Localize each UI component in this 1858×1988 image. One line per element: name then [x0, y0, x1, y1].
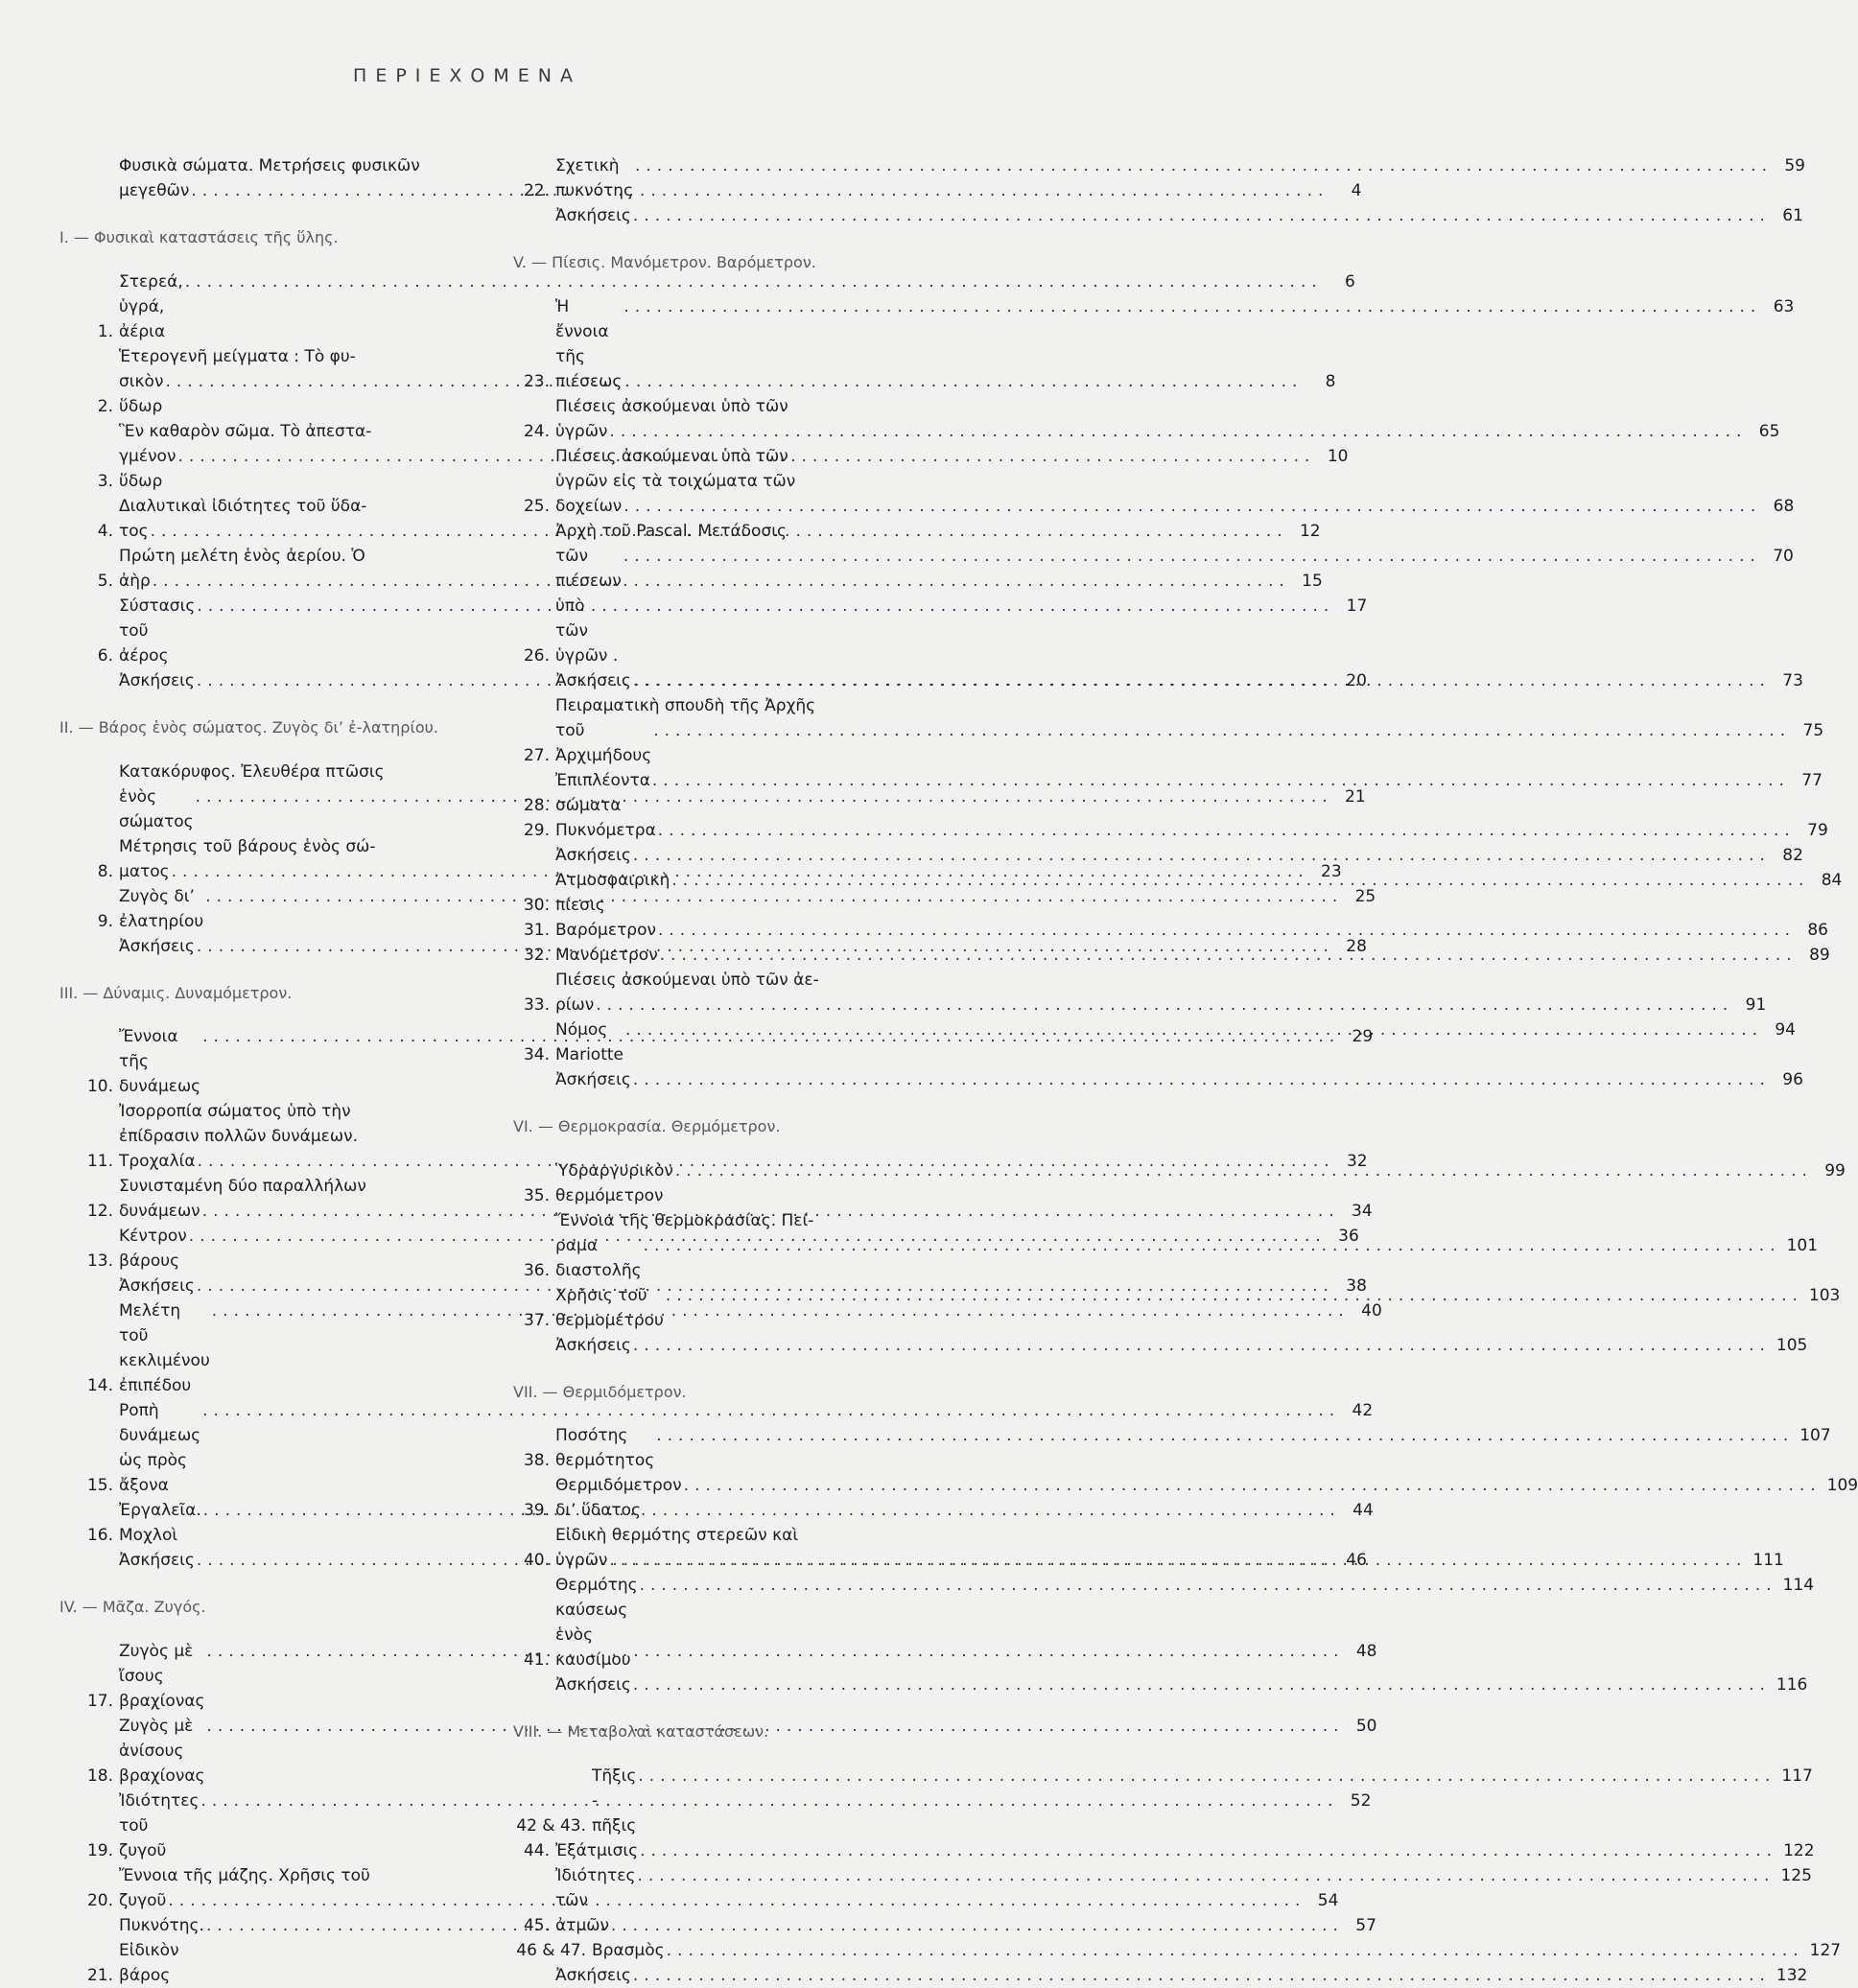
- entry-number: 39.: [523, 1501, 550, 1521]
- page-number: 116: [1776, 1675, 1808, 1696]
- toc-entry: [513, 203, 1803, 228]
- page-number: 79: [1807, 820, 1828, 840]
- page-number: 101: [1786, 1235, 1819, 1255]
- dot-leader: [673, 1158, 1813, 1183]
- entry-number: 24.: [523, 421, 550, 441]
- page-number: 38: [1346, 1276, 1367, 1297]
- dot-leader: [635, 1863, 1775, 1888]
- entry-number: 23.: [523, 371, 550, 391]
- entry-title: ἀὴρ: [119, 571, 151, 591]
- dot-leader: [651, 718, 1791, 743]
- entry-number: 29.: [523, 820, 550, 840]
- entry-number: 20.: [86, 1891, 113, 1911]
- dot-leader: [638, 1838, 1777, 1863]
- section-heading: V. — Πίεσις. Μανόμετρον. Βαρόμετρον.: [513, 253, 816, 271]
- entry-number: 6.: [97, 645, 113, 666]
- entry-number: 34.: [523, 1044, 550, 1064]
- page-number: 107: [1799, 1426, 1831, 1446]
- dot-leader: [642, 1233, 1781, 1258]
- dot-leader: [665, 1938, 1804, 1963]
- dot-leader: [631, 1963, 1771, 1988]
- entry-number: 42 & 43.: [516, 1816, 586, 1836]
- entry-title: Ἑτερογενῆ μείγματα : Τὸ φυ-: [119, 346, 356, 366]
- entry-title: σικὸν ὕδωρ: [119, 371, 164, 416]
- section-heading: ΙΙΙ. — Δύναμις. Δυναμόμετρον.: [59, 983, 293, 1002]
- entry-title: Συνισταμένη δύο παραλλήλων: [119, 1177, 366, 1197]
- dot-leader: [631, 843, 1771, 868]
- entry-title: Ἀρχὴ τοῦ Pascal. Μετάδοσις: [555, 521, 787, 541]
- page-number: 63: [1773, 296, 1795, 316]
- dot-leader: [631, 1672, 1771, 1697]
- toc-entry: [513, 693, 1824, 768]
- page-number: 111: [1752, 1551, 1784, 1571]
- entry-number: 12.: [86, 1202, 113, 1222]
- dot-leader: [607, 1548, 1747, 1573]
- entry-title: Χρῆσις τοῦ θερμομέτρου: [555, 1285, 664, 1330]
- entry-title: Ροπὴ δυνάμεως ὡς πρὸς ἄξονα: [119, 1401, 201, 1496]
- entry-title: Πειραματικὴ σπουδὴ τῆς Ἀρχῆς: [555, 695, 816, 715]
- entry-title: Ἀσκήσεις: [555, 206, 631, 225]
- entry-number: 25.: [523, 496, 550, 516]
- entry-title: Πιέσεις ἀσκούμεναι ὑπὸ τῶν ἀε-: [555, 970, 819, 990]
- page-number: 89: [1809, 945, 1830, 965]
- entry-title: ζυγοῦ: [119, 1891, 167, 1911]
- page-number: 17: [1346, 596, 1368, 616]
- entry-title: ὑγρῶν: [555, 1551, 608, 1571]
- toc-entry: [77, 668, 1367, 693]
- entry-number: 9.: [97, 911, 113, 931]
- dot-leader: [622, 494, 1761, 519]
- entry-number: 40.: [523, 1551, 550, 1571]
- toc-entry: [513, 968, 1767, 1017]
- page-number: 127: [1809, 1941, 1842, 1961]
- entry-title: Ὑδραργυρικὸν θερμόμετρον: [555, 1160, 673, 1205]
- dot-leader: [636, 1764, 1776, 1789]
- dot-leader: [631, 203, 1771, 228]
- entry-title: ὑγρῶν: [555, 421, 608, 441]
- toc-entry: [513, 818, 1828, 843]
- page-number: 117: [1781, 1766, 1813, 1787]
- toc-entry: [513, 153, 1805, 203]
- entry-number: 8.: [97, 861, 113, 881]
- entry-number: 17.: [86, 1692, 113, 1712]
- entry-title: Στερεά, ὑγρά, ἀέρια: [119, 271, 183, 341]
- entry-title: Ἐξάτμισις: [555, 1841, 639, 1861]
- entry-title: Μέτρησις τοῦ βάρους ἑνὸς σώ-: [119, 836, 376, 856]
- entry-title: Βαρόμετρον: [555, 920, 656, 940]
- entry-number: 45.: [523, 1916, 550, 1936]
- toc-entry: [513, 1938, 1842, 1963]
- page-number: 86: [1807, 920, 1828, 940]
- entry-title: ραμα διαστολῆς: [555, 1235, 642, 1280]
- toc-entry: [513, 1333, 1808, 1358]
- page-number: 12: [1299, 521, 1321, 541]
- entry-title: Ἀσκήσεις: [555, 1069, 631, 1089]
- entry-number: 2.: [97, 396, 113, 416]
- page-number: 65: [1758, 421, 1780, 441]
- entry-title: γμένον ὕδωρ: [119, 446, 176, 491]
- entry-title: Ἀσκήσεις: [555, 1675, 631, 1696]
- entry-title: Μελέτη τοῦ κεκλιμένου ἐπιπέδου: [119, 1301, 210, 1396]
- entry-title: Πιέσεις ἀσκούμεναι ὑπὸ τῶν: [555, 446, 788, 466]
- page-number: 34: [1352, 1202, 1373, 1222]
- entry-title: ὑγρῶν εἰς τὰ τοιχώματα τῶν: [555, 471, 796, 491]
- toc-entry: [513, 1067, 1803, 1092]
- entry-number: 4.: [97, 521, 113, 541]
- page-number: 8: [1325, 371, 1336, 391]
- entry-title: Ἰδιότητες τῶν ἀτμῶν: [555, 1866, 636, 1936]
- page-number: 84: [1821, 870, 1843, 890]
- dot-leader: [656, 918, 1796, 943]
- entry-number: 18.: [86, 1766, 113, 1787]
- page-number: 36: [1338, 1227, 1359, 1247]
- dot-leader: [631, 1067, 1771, 1092]
- page-number: 70: [1773, 546, 1794, 566]
- toc-entry: [513, 1423, 1831, 1473]
- page-number: 99: [1824, 1160, 1846, 1181]
- dot-leader: [633, 153, 1773, 178]
- toc-entry: [513, 394, 1780, 444]
- entry-title: δυνάμεων: [119, 1202, 200, 1222]
- page-number: 46: [1346, 1551, 1367, 1571]
- entry-number: 3.: [97, 471, 113, 491]
- entry-number: 41.: [523, 1650, 550, 1671]
- page-number: 77: [1801, 770, 1823, 790]
- entry-number: 27.: [523, 745, 550, 765]
- page-number: 105: [1776, 1335, 1808, 1355]
- page-title: ΠΕΡΙΕΧΟΜΕΝΑ: [353, 65, 581, 86]
- page-number: 103: [1808, 1285, 1841, 1305]
- entry-title: Διαλυτικαὶ ἰδιότητες τοῦ ὕδα-: [119, 496, 367, 516]
- page-number: 52: [1350, 1791, 1372, 1812]
- entry-title: ἐπίδρασιν πολλῶν δυνάμεων.: [119, 1127, 358, 1147]
- entry-title: Ἀσκήσεις: [119, 670, 195, 690]
- entry-number: 1.: [97, 321, 113, 341]
- entry-number: 36.: [523, 1260, 550, 1280]
- entry-number: 37.: [523, 1310, 550, 1330]
- entry-title: Ἐργαλεῖα. Μοχλοὶ: [119, 1501, 201, 1546]
- entry-title: Ἔννοια τῆς θερμοκρασίας. Πεί-: [555, 1210, 814, 1230]
- entry-number: 15.: [86, 1476, 113, 1496]
- dot-leader: [656, 818, 1796, 843]
- entry-title: Σύστασις τοῦ ἀέρος: [119, 596, 196, 666]
- dot-leader: [607, 419, 1747, 444]
- page-number: 40: [1361, 1301, 1382, 1321]
- page-number: 109: [1826, 1476, 1858, 1496]
- entry-number: 21.: [86, 1966, 113, 1986]
- page-number: 73: [1782, 670, 1803, 690]
- entry-title: ρίων: [555, 994, 595, 1015]
- entry-title: Θερμότης καύσεως ἑνὸς καυσίμου: [555, 1576, 638, 1671]
- entry-title: τος: [119, 521, 149, 541]
- page-number: 59: [1784, 156, 1805, 175]
- page-number: 10: [1327, 446, 1349, 466]
- entry-title: Βρασμὸς: [592, 1941, 665, 1961]
- dot-leader: [631, 1333, 1771, 1358]
- toc-entry: [513, 918, 1828, 943]
- entry-number: 22.: [523, 181, 550, 200]
- entry-title: Ἀσκήσεις: [555, 845, 631, 865]
- dot-leader: [682, 1473, 1822, 1498]
- entry-title: Ἀτμοσφαιρικὴ πίεσις: [555, 870, 670, 915]
- entry-title: Πιέσεις ἀσκούμεναι ὑπὸ τῶν: [555, 396, 788, 416]
- page-number: 44: [1352, 1501, 1374, 1521]
- entry-number: 35.: [523, 1185, 550, 1205]
- entry-title: Κατακόρυφος. Ἐλευθέρα πτῶσις: [119, 761, 385, 782]
- entry-title: Σχετικὴ πυκνότης: [555, 156, 633, 200]
- entry-title: Φυσικὰ σώματα. Μετρήσεις φυσικῶν: [119, 156, 420, 175]
- dot-leader: [622, 544, 1761, 569]
- dot-leader: [638, 1573, 1777, 1598]
- page-number: 96: [1782, 1069, 1803, 1089]
- dot-leader: [670, 868, 1809, 893]
- page-number: 6: [1344, 271, 1355, 292]
- entry-title: Μανόμετρον: [555, 945, 658, 965]
- entry-number: 13.: [86, 1251, 113, 1272]
- entry-title: Ἀσκήσεις: [119, 1551, 195, 1571]
- page-number: 20: [1346, 670, 1367, 690]
- entry-title: Ποσότης θερμότητος: [555, 1426, 655, 1471]
- entry-title: Εἰδικὴ θερμότης στερεῶν καὶ: [555, 1526, 799, 1546]
- entry-number: 19.: [86, 1841, 113, 1861]
- page-number: 48: [1355, 1642, 1377, 1662]
- dot-leader: [623, 1017, 1763, 1042]
- page-number: 50: [1355, 1717, 1377, 1737]
- section-heading: VII. — Θερμιδόμετρον.: [513, 1382, 687, 1401]
- dot-leader: [654, 1423, 1794, 1448]
- entry-title: τῶν πιέσεων ὑπὸ τῶν ὑγρῶν .: [555, 546, 622, 666]
- section-heading: VIII. — Μεταβολαὶ καταστάσεων.: [513, 1722, 769, 1742]
- page-number: 42: [1352, 1401, 1374, 1421]
- entry-title: Θερμιδόμετρον δι’ ὕδατος: [555, 1476, 682, 1521]
- dot-leader: [631, 668, 1771, 693]
- toc-entry: [77, 1274, 1367, 1298]
- entry-title: Ἡ ἔννοια τῆς πιέσεως: [555, 296, 623, 391]
- entry-title: ματος: [119, 861, 170, 881]
- entry-number: 31.: [523, 920, 550, 940]
- page-number: 94: [1775, 1019, 1796, 1040]
- page-number: 122: [1783, 1841, 1815, 1861]
- dot-leader: [594, 993, 1733, 1017]
- toc-entry: [513, 294, 1795, 394]
- entry-number: 44.: [523, 1841, 550, 1861]
- entry-title: Ἀσκήσεις: [555, 670, 631, 690]
- entry-title: Ἔννοια τῆς δυνάμεως: [119, 1027, 201, 1097]
- entry-title: Ἀσκήσεις: [555, 1335, 631, 1355]
- section-heading: VI. — Θερμοκρασία. Θερμόμετρον.: [513, 1116, 781, 1135]
- entry-title: Ἀσκήσεις: [119, 936, 195, 956]
- dot-leader: [664, 1283, 1803, 1308]
- entry-title: Ζυγὸς μὲ ἴσους βραχίονας: [119, 1642, 205, 1712]
- page-number: 23: [1321, 861, 1342, 881]
- entry-number: 32.: [523, 945, 550, 965]
- page-number: 75: [1802, 720, 1824, 740]
- toc-entry: [513, 1963, 1808, 1988]
- section-heading: ΙΙ. — Βάρος ἑνὸς σώματος. Ζυγὸς δι’ ἐ-λατηρίου.: [59, 717, 438, 737]
- toc-entry: [513, 1672, 1808, 1697]
- page-number: 114: [1782, 1576, 1815, 1596]
- entry-number: 28.: [523, 795, 550, 815]
- page-number: 15: [1302, 571, 1323, 591]
- entry-number: 33.: [523, 994, 550, 1015]
- page-number: 54: [1317, 1891, 1339, 1911]
- toc-entry: [513, 1838, 1815, 1863]
- entry-title: Τῆξις - πῆξις: [592, 1766, 637, 1836]
- entry-title: Κέντρον βάρους: [119, 1227, 187, 1272]
- entry-number: 11.: [86, 1152, 113, 1172]
- page-number: 57: [1355, 1916, 1376, 1936]
- dot-leader: [650, 768, 1790, 793]
- entry-title: Ἀσκήσεις: [555, 1966, 631, 1986]
- entry-title: Ἰδιότητες τοῦ ζυγοῦ: [119, 1791, 200, 1861]
- entry-number: 14.: [86, 1376, 113, 1396]
- entry-number: 16.: [86, 1526, 113, 1546]
- page-number: 29: [1352, 1027, 1374, 1047]
- entry-title: Ἔννοια τῆς μάζης. Χρῆσις τοῦ: [119, 1866, 370, 1886]
- entry-title: μεγεθῶν: [119, 181, 190, 200]
- entry-title: Ἰσορροπία σώματος ὑπὸ τὴν: [119, 1102, 351, 1122]
- section-heading: ΙV. — Μᾶζα. Ζυγός.: [59, 1598, 206, 1617]
- entry-title: Ἀσκήσεις: [119, 1276, 195, 1297]
- section-heading: Ι. — Φυσικαὶ καταστάσεις τῆς ὕλης.: [59, 228, 339, 246]
- page-number: 32: [1346, 1152, 1368, 1172]
- page-number: 28: [1346, 936, 1367, 956]
- entry-title: Ζυγὸς δι’ ἐλατηρίου: [119, 886, 204, 931]
- page-number: 91: [1745, 994, 1767, 1015]
- page-number: 68: [1773, 496, 1795, 516]
- entry-number: 30.: [523, 895, 550, 915]
- entry-title: Τροχαλία: [119, 1152, 196, 1172]
- toc-entry: [77, 544, 1323, 594]
- entry-number: 10.: [86, 1077, 113, 1097]
- page-number: 21: [1345, 786, 1366, 807]
- entry-number: 5.: [97, 571, 113, 591]
- entry-title: δοχείων: [555, 496, 623, 516]
- entry-title: τοῦ Ἀρχιμήδους: [555, 720, 652, 765]
- entry-title: ἑνὸς σώματος: [119, 786, 194, 831]
- page-number: 125: [1780, 1866, 1812, 1886]
- entry-title: Νόμος Mariotte: [555, 1019, 623, 1064]
- entry-title: Ἐπιπλέοντα σώματα: [555, 770, 650, 815]
- page-number: 132: [1776, 1966, 1808, 1986]
- entry-number: 26.: [523, 645, 550, 666]
- entry-title: Πυκνόμετρα: [555, 820, 656, 840]
- dot-leader: [658, 943, 1798, 968]
- entry-title: Πρώτη μελέτη ἑνὸς ἀερίου. Ὁ: [119, 546, 365, 566]
- dot-leader: [622, 294, 1761, 319]
- entry-title: Ζυγὸς μὲ ἀνίσους βραχίονας: [119, 1717, 205, 1787]
- entry-title: Πυκνότης. Εἰδικὸν βάρος: [119, 1916, 204, 1986]
- page-number: 82: [1782, 845, 1803, 865]
- page-number: 61: [1782, 206, 1803, 225]
- page-number: 25: [1354, 886, 1376, 906]
- page-number: 4: [1351, 181, 1362, 200]
- entry-number: 38.: [523, 1451, 550, 1471]
- toc-entry: [513, 843, 1803, 868]
- entry-number: 46 & 47.: [516, 1941, 586, 1961]
- entry-title: Ἓν καθαρὸν σῶμα. Τὸ ἀπεστα-: [119, 421, 372, 441]
